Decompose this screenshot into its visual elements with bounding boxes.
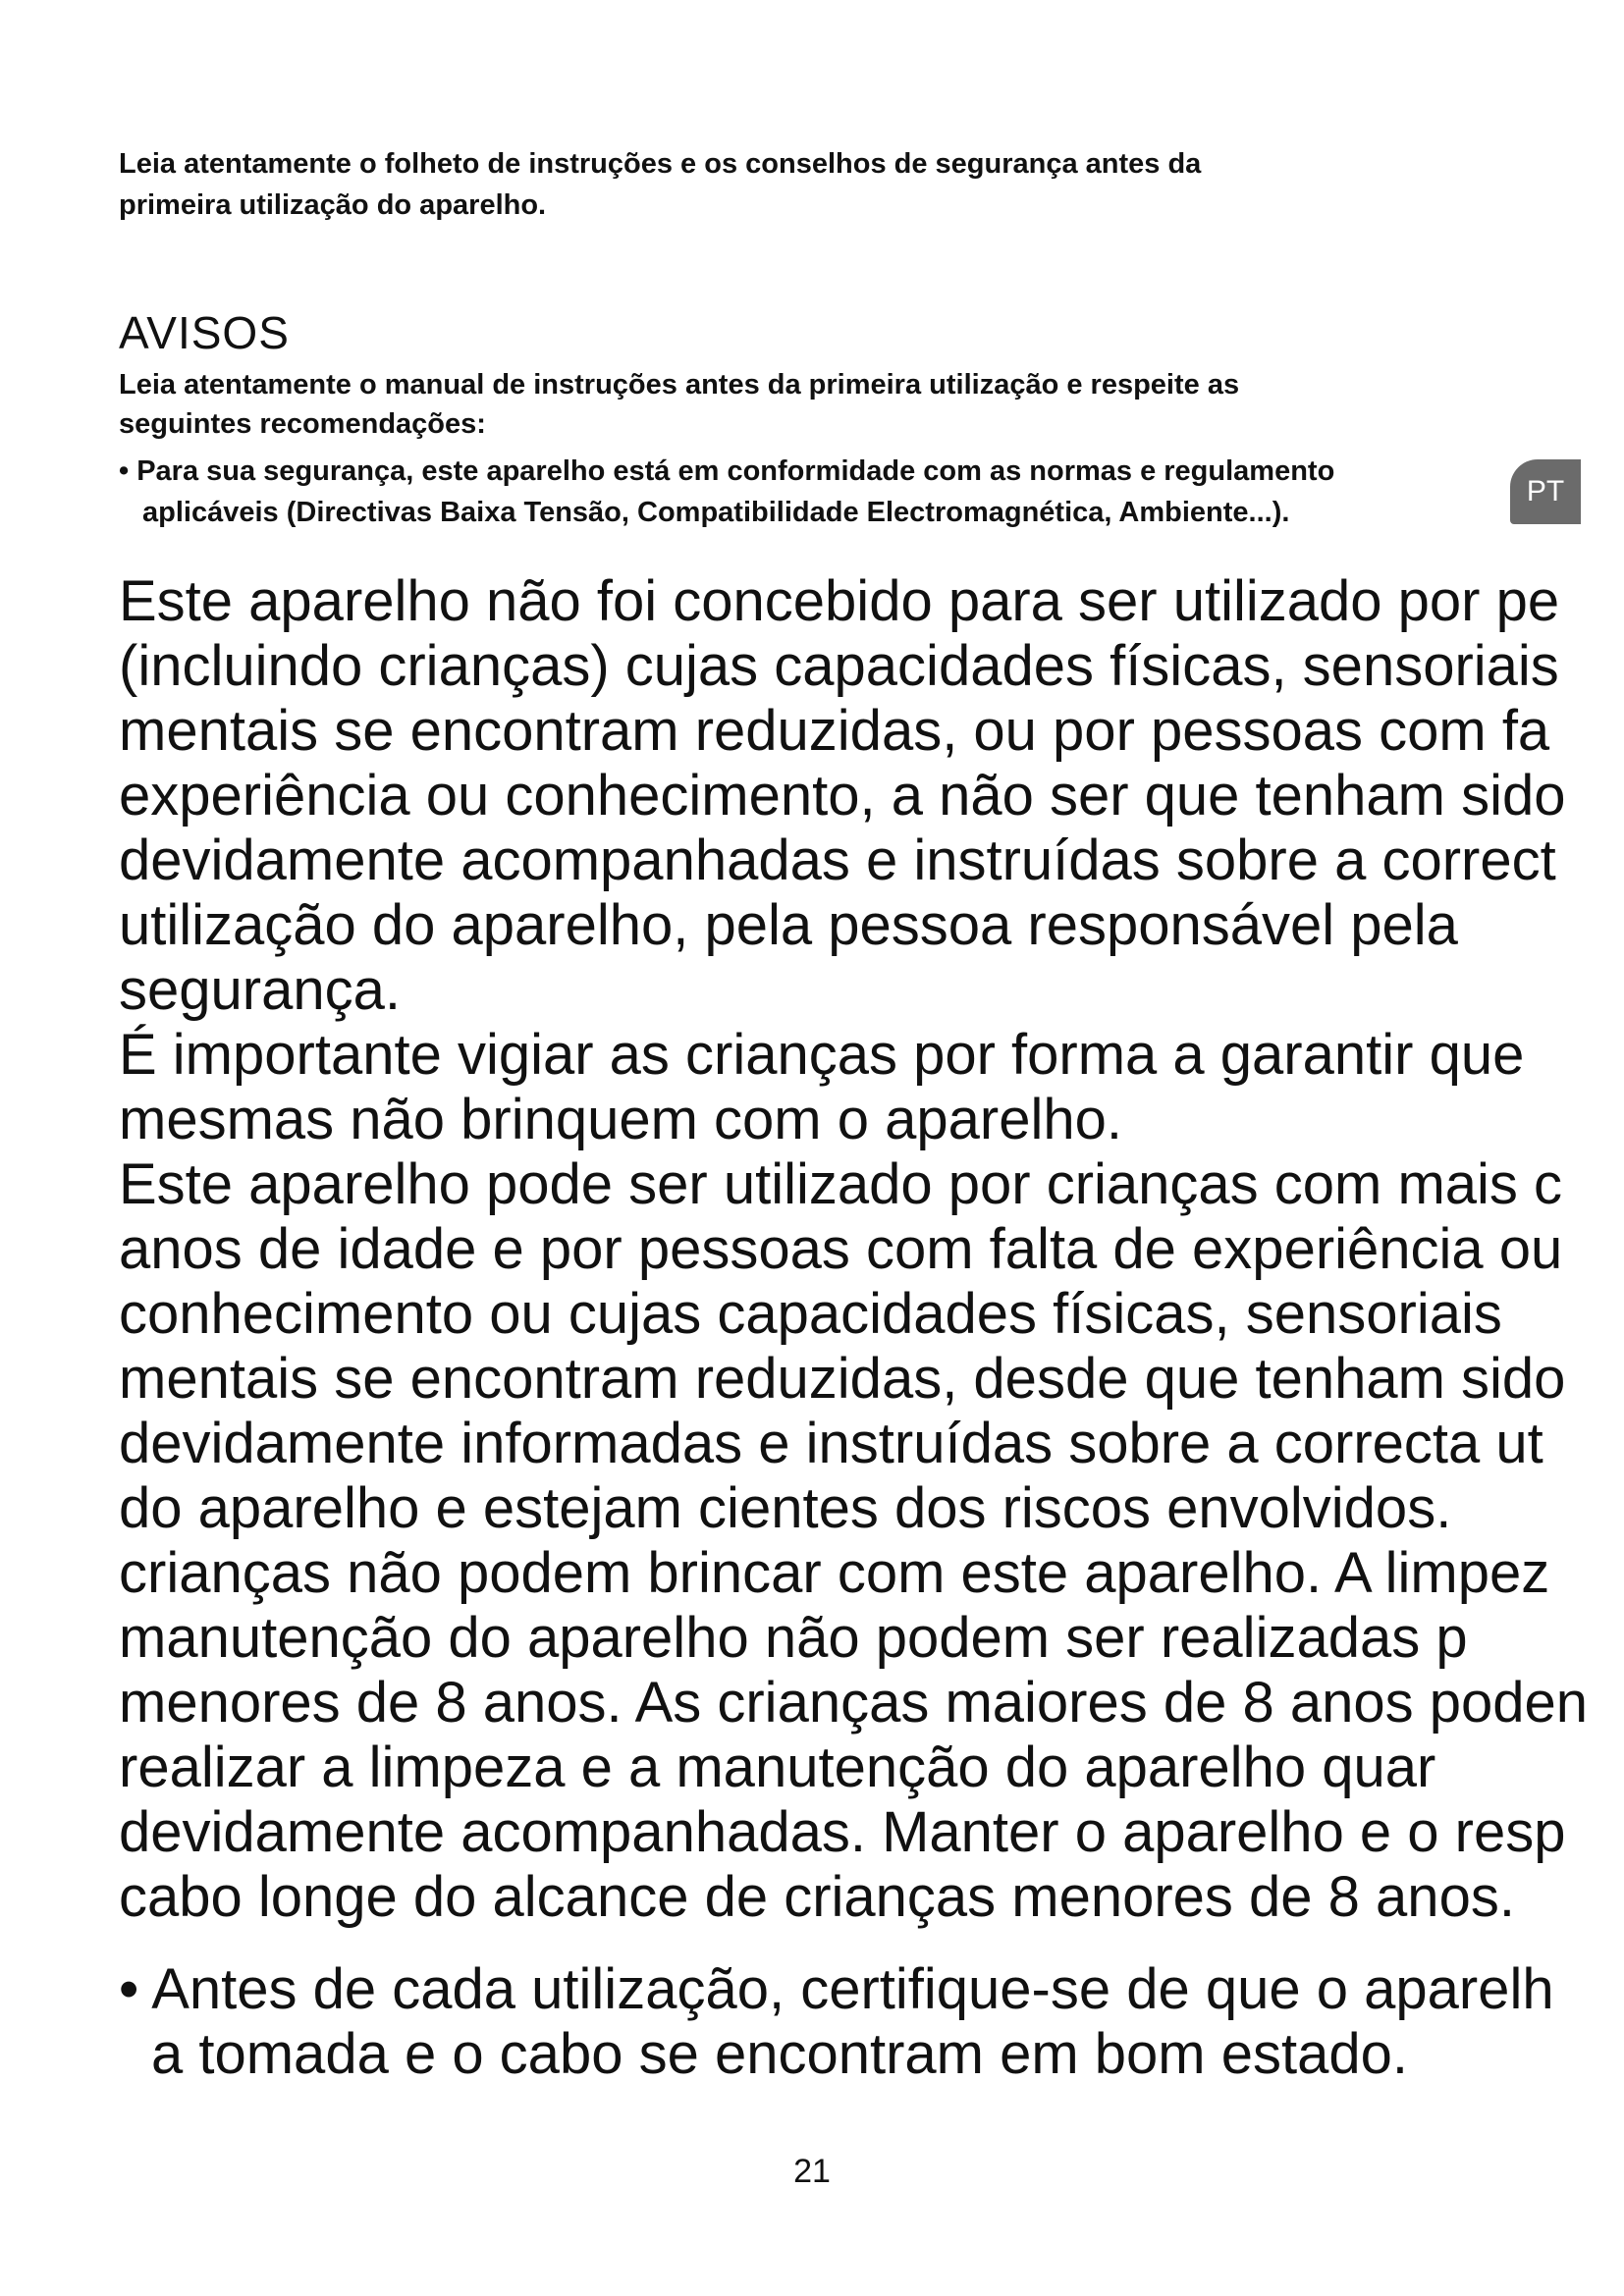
lead-line-2: seguintes recomendações: [119, 408, 486, 440]
intro-notice [119, 143, 1493, 226]
inspection-bullet-line-1: • Antes de cada utilização, certifique-se de que o aparelh [119, 1957, 1554, 2021]
body-line: utilização do aparelho, pela pessoa responsável pela [119, 893, 1458, 957]
page-number: 21 [793, 2153, 831, 2190]
body-line: devidamente informadas e instruídas sobre a correcta ut [119, 1412, 1543, 1475]
body-line: Este aparelho pode ser utilizado por crianças com mais c [119, 1152, 1563, 1216]
body-line: mesmas não brinquem com o aparelho. [119, 1088, 1122, 1151]
body-line: (incluindo crianças) cujas capacidades físicas, sensoriais [119, 634, 1559, 698]
compliance-bullet-line-2: aplicáveis (Directivas Baixa Tensão, Compatibilidade Electromagnética, Ambiente...). [142, 497, 1290, 528]
body-line: devidamente acompanhadas. Manter o aparelho e o resp [119, 1800, 1566, 1864]
compliance-bullet [119, 451, 1592, 533]
body-line: crianças não podem brincar com este aparelho. A limpez [119, 1541, 1550, 1605]
body-line: cabo longe do alcance de crianças menores de 8 anos. [119, 1865, 1515, 1929]
body-line: É importante vigiar as crianças por forma a garantir que [119, 1023, 1525, 1087]
body-line: experiência ou conhecimento, a não ser que tenham sido [119, 764, 1566, 828]
body-line: do aparelho e estejam cientes dos riscos envolvidos. [119, 1476, 1452, 1540]
paragraph-gap [119, 1930, 1624, 1957]
section-lead [119, 365, 1513, 444]
lead-line-1: Leia atentamente o manual de instruções antes da primeira utilização e respeite as [119, 369, 1240, 400]
inspection-bullet-line-2: a tomada e o cabo se encontram em bom estado. [151, 2022, 1408, 2086]
safety-warning-text [119, 569, 1624, 2086]
body-line: menores de 8 anos. As crianças maiores de 8 anos poden [119, 1671, 1589, 1735]
body-line: segurança. [119, 958, 401, 1022]
intro-line-1: Leia atentamente o folheto de instruções e os conselhos de segurança antes da [119, 148, 1202, 180]
section-heading: AVISOS [119, 307, 290, 358]
compliance-bullet-line-1: • Para sua segurança, este aparelho está em conformidade com as normas e regulamento [119, 455, 1335, 487]
body-line: manutenção do aparelho não podem ser realizadas p [119, 1606, 1468, 1670]
body-line: mentais se encontram reduzidas, ou por pessoas com fa [119, 699, 1550, 763]
language-tab: PT [1510, 459, 1581, 524]
body-line: anos de idade e por pessoas com falta de experiência ou [119, 1217, 1563, 1281]
intro-line-2: primeira utilização do aparelho. [119, 189, 547, 221]
body-line: Este aparelho não foi concebido para ser utilizado por pe [119, 569, 1560, 633]
body-line: realizar a limpeza e a manutenção do aparelho quar [119, 1735, 1436, 1799]
body-line: devidamente acompanhadas e instruídas sobre a correct [119, 828, 1556, 892]
body-line: conhecimento ou cujas capacidades físicas, sensoriais [119, 1282, 1502, 1346]
body-line: mentais se encontram reduzidas, desde que tenham sido [119, 1347, 1566, 1411]
